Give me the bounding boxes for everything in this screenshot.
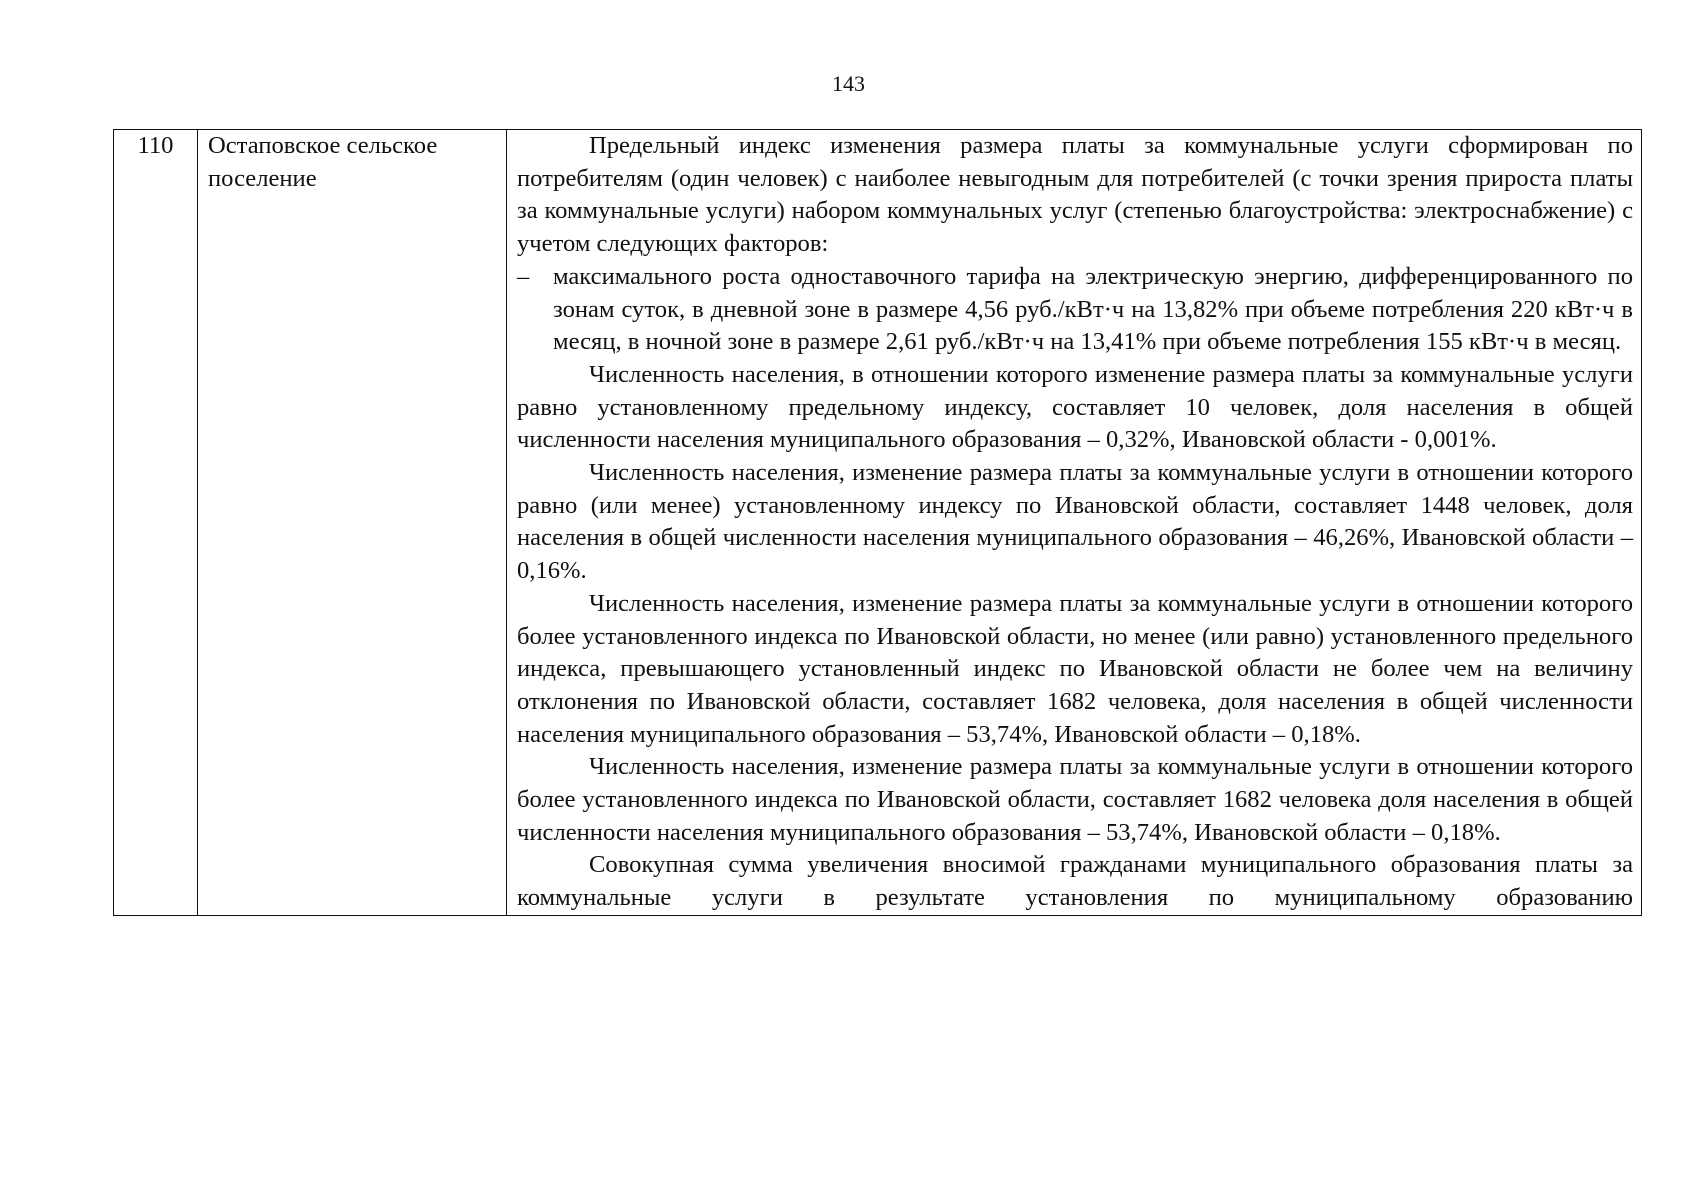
page-number: 143 bbox=[832, 71, 865, 96]
population-paragraph: Численность населения, изменение размера платы за коммунальные услуги в отношении которого равно (или менее) установленному индексу по Ивановской области, составляет 1448 человек, доля населения в общей численности населения муниципального образования – 46,26%, Ивановской области – 0,16%. bbox=[517, 459, 1633, 585]
settlement-name-cell: Остаповское сельское поселение bbox=[198, 130, 507, 916]
population-paragraph: Численность населения, в отношении которого изменение размера платы за коммунальные услуги равно установленному предельному индексу, составляет 10 человек, доля населения в общей численности населения муниципального образования – 0,32%, Ивановской области - 0,001%. bbox=[517, 360, 1633, 454]
total-sum-paragraph: Совокупная сумма увеличения вносимой гражданами муниципального образования платы за коммунальные услуги в результате установления по муниципальному образованию bbox=[517, 851, 1633, 912]
list-dash: – bbox=[517, 262, 530, 290]
row-number-cell: 110 bbox=[114, 130, 198, 916]
intro-paragraph: Предельный индекс изменения размера платы за коммунальные услуги сформирован по потребителям (один человек) с наиболее невыгодным для потребителей (с точки зрения прироста платы за коммунальные услуги) набором коммунальных услуг (степенью благоустройства: электроснабжение) с учетом следующих факторов: bbox=[517, 132, 1633, 258]
table-row bbox=[114, 130, 1642, 916]
population-paragraph: Численность населения, изменение размера платы за коммунальные услуги в отношении которого более установленного индекса по Ивановской области, но менее (или равно) установленного предельного индекса, превышающего установленный индекс по Ивановской области не более чем на величину отклонения по Ивановской области, составляет 1682 человека, доля населения в общей численности населения муниципального образования – 53,74%, Ивановской области – 0,18%. bbox=[517, 589, 1633, 748]
factor-text: максимального роста одноставочного тарифа на электрическую энергию, дифференцированного по зонам суток, в дневной зоне в размере 4,56 руб./кВт·ч на 13,82% при объеме потребления 220 кВт·ч в месяц, в ночной зоне в размере 2,61 руб./кВт·ч на 13,41% при объеме потребления 155 кВт·ч в месяц. bbox=[553, 262, 1633, 356]
description-cell bbox=[507, 130, 1642, 916]
settlement-table bbox=[113, 129, 1642, 916]
population-paragraph: Численность населения, изменение размера платы за коммунальные услуги в отношении которого более установленного индекса по Ивановской области, составляет 1682 человека доля населения в общей численности населения муниципального образования – 53,74%, Ивановской области – 0,18%. bbox=[517, 753, 1633, 846]
factor-list-item bbox=[517, 261, 1633, 359]
